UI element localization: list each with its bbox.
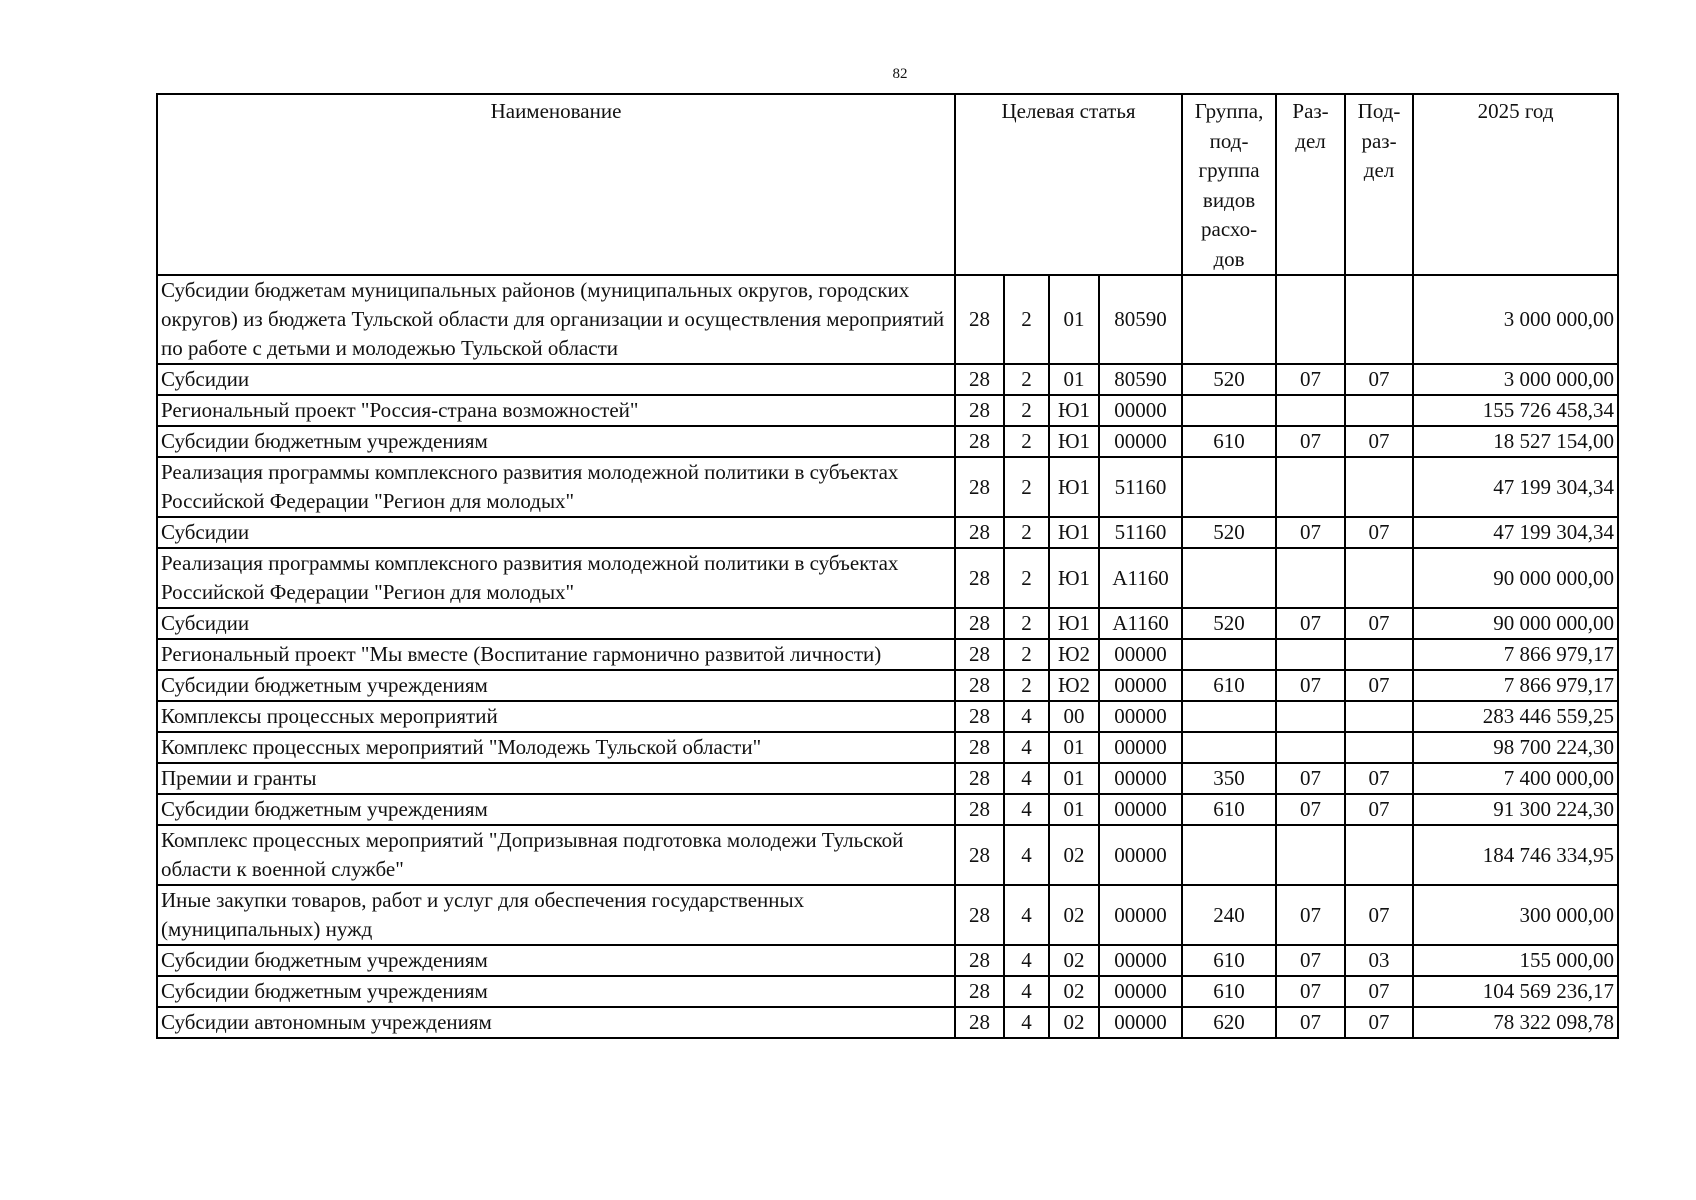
cell-project: Ю2 (1049, 639, 1099, 670)
table-row (157, 608, 1618, 639)
cell-direction: 00000 (1099, 763, 1182, 794)
cell-direction: 00000 (1099, 1007, 1182, 1038)
cell-name: Региональный проект "Россия-страна возможностей" (157, 395, 955, 426)
cell-amount: 155 726 458,34 (1413, 395, 1618, 426)
cell-name: Субсидии бюджетным учреждениям (157, 426, 955, 457)
cell-section: 07 (1276, 976, 1345, 1007)
cell-subprogram: 2 (1004, 457, 1049, 517)
header-subsection: Под- раз- дел (1345, 94, 1413, 275)
cell-direction: 00000 (1099, 945, 1182, 976)
cell-subsection: 07 (1345, 885, 1413, 945)
cell-subprogram: 4 (1004, 732, 1049, 763)
table-row (157, 670, 1618, 701)
cell-name: Региональный проект "Мы вместе (Воспитание гармонично развитой личности) (157, 639, 955, 670)
cell-subprogram: 4 (1004, 885, 1049, 945)
cell-subsection: 07 (1345, 976, 1413, 1007)
cell-subsection: 07 (1345, 794, 1413, 825)
cell-section: 07 (1276, 426, 1345, 457)
cell-subsection: 07 (1345, 608, 1413, 639)
table-row (157, 364, 1618, 395)
cell-direction: 00000 (1099, 395, 1182, 426)
cell-project: Ю1 (1049, 457, 1099, 517)
cell-amount: 18 527 154,00 (1413, 426, 1618, 457)
cell-direction: 00000 (1099, 885, 1182, 945)
cell-expense-group: 610 (1182, 426, 1276, 457)
table-row (157, 517, 1618, 548)
cell-name: Комплекс процессных мероприятий "Допризывная подготовка молодежи Тульской области к военной службе" (157, 825, 955, 885)
cell-section (1276, 548, 1345, 608)
cell-subprogram: 4 (1004, 701, 1049, 732)
cell-expense-group: 620 (1182, 1007, 1276, 1038)
cell-direction: A1160 (1099, 608, 1182, 639)
cell-expense-group: 350 (1182, 763, 1276, 794)
cell-amount: 7 866 979,17 (1413, 670, 1618, 701)
table-row (157, 639, 1618, 670)
cell-amount: 155 000,00 (1413, 945, 1618, 976)
cell-section (1276, 825, 1345, 885)
header-section: Раз- дел (1276, 94, 1345, 275)
cell-subsection (1345, 825, 1413, 885)
cell-subprogram: 4 (1004, 763, 1049, 794)
cell-subsection (1345, 275, 1413, 364)
cell-program: 28 (955, 976, 1004, 1007)
cell-program: 28 (955, 794, 1004, 825)
cell-subprogram: 2 (1004, 426, 1049, 457)
table-row (157, 457, 1618, 517)
cell-subprogram: 2 (1004, 548, 1049, 608)
cell-project: 01 (1049, 732, 1099, 763)
cell-expense-group (1182, 639, 1276, 670)
cell-section: 07 (1276, 1007, 1345, 1038)
table-row (157, 732, 1618, 763)
cell-section (1276, 395, 1345, 426)
cell-project: Ю2 (1049, 670, 1099, 701)
table-row (157, 794, 1618, 825)
cell-name: Субсидии (157, 364, 955, 395)
cell-subsection: 07 (1345, 763, 1413, 794)
cell-program: 28 (955, 1007, 1004, 1038)
cell-amount: 3 000 000,00 (1413, 275, 1618, 364)
cell-subsection (1345, 732, 1413, 763)
cell-direction: 00000 (1099, 825, 1182, 885)
cell-amount: 283 446 559,25 (1413, 701, 1618, 732)
cell-direction: 51160 (1099, 457, 1182, 517)
cell-amount: 104 569 236,17 (1413, 976, 1618, 1007)
cell-name: Субсидии (157, 517, 955, 548)
cell-subprogram: 2 (1004, 639, 1049, 670)
cell-name: Субсидии бюджетным учреждениям (157, 945, 955, 976)
cell-section: 07 (1276, 885, 1345, 945)
cell-subprogram: 4 (1004, 1007, 1049, 1038)
cell-expense-group: 520 (1182, 364, 1276, 395)
cell-expense-group: 610 (1182, 976, 1276, 1007)
cell-name: Премии и гранты (157, 763, 955, 794)
cell-section: 07 (1276, 517, 1345, 548)
cell-subprogram: 2 (1004, 670, 1049, 701)
cell-direction: 00000 (1099, 976, 1182, 1007)
cell-amount: 91 300 224,30 (1413, 794, 1618, 825)
cell-expense-group (1182, 395, 1276, 426)
cell-subprogram: 4 (1004, 794, 1049, 825)
cell-project: 01 (1049, 794, 1099, 825)
cell-subsection (1345, 457, 1413, 517)
cell-name: Субсидии бюджетным учреждениям (157, 976, 955, 1007)
cell-amount: 90 000 000,00 (1413, 608, 1618, 639)
cell-amount: 300 000,00 (1413, 885, 1618, 945)
table-row (157, 885, 1618, 945)
cell-name: Субсидии (157, 608, 955, 639)
cell-direction: A1160 (1099, 548, 1182, 608)
cell-section (1276, 639, 1345, 670)
cell-expense-group (1182, 732, 1276, 763)
cell-expense-group (1182, 548, 1276, 608)
cell-program: 28 (955, 275, 1004, 364)
cell-expense-group: 610 (1182, 945, 1276, 976)
cell-program: 28 (955, 548, 1004, 608)
cell-section (1276, 701, 1345, 732)
cell-amount: 47 199 304,34 (1413, 457, 1618, 517)
header-year: 2025 год (1413, 94, 1618, 275)
cell-amount: 47 199 304,34 (1413, 517, 1618, 548)
cell-subprogram: 4 (1004, 945, 1049, 976)
cell-project: 02 (1049, 945, 1099, 976)
cell-program: 28 (955, 670, 1004, 701)
cell-project: Ю1 (1049, 426, 1099, 457)
cell-name: Субсидии бюджетным учреждениям (157, 794, 955, 825)
cell-direction: 80590 (1099, 275, 1182, 364)
cell-program: 28 (955, 732, 1004, 763)
table-row (157, 426, 1618, 457)
cell-project: 02 (1049, 976, 1099, 1007)
cell-subprogram: 2 (1004, 608, 1049, 639)
cell-subprogram: 4 (1004, 825, 1049, 885)
cell-project: Ю1 (1049, 395, 1099, 426)
cell-subprogram: 2 (1004, 364, 1049, 395)
cell-subsection: 07 (1345, 364, 1413, 395)
cell-program: 28 (955, 395, 1004, 426)
budget-table (156, 93, 1619, 1039)
cell-program: 28 (955, 885, 1004, 945)
table-row (157, 763, 1618, 794)
cell-section: 07 (1276, 945, 1345, 976)
cell-name: Реализация программы комплексного развития молодежной политики в субъектах Российской Федерации "Регион для молодых" (157, 548, 955, 608)
cell-subprogram: 2 (1004, 517, 1049, 548)
cell-name: Иные закупки товаров, работ и услуг для обеспечения государственных (муниципальных) нужд (157, 885, 955, 945)
cell-direction: 00000 (1099, 794, 1182, 825)
cell-program: 28 (955, 701, 1004, 732)
cell-subsection: 03 (1345, 945, 1413, 976)
cell-expense-group: 520 (1182, 608, 1276, 639)
cell-program: 28 (955, 639, 1004, 670)
cell-subsection: 07 (1345, 670, 1413, 701)
table-row (157, 701, 1618, 732)
cell-subprogram: 2 (1004, 395, 1049, 426)
cell-direction: 80590 (1099, 364, 1182, 395)
cell-subsection: 07 (1345, 1007, 1413, 1038)
cell-direction: 00000 (1099, 670, 1182, 701)
table-row (157, 395, 1618, 426)
cell-name: Субсидии автономным учреждениям (157, 1007, 955, 1038)
cell-name: Субсидии бюджетам муниципальных районов (муниципальных округов, городских округов) из бюджета Тульской области для организации и осуществления мероприятий по работе с детьми и молодежью Тульской области (157, 275, 955, 364)
cell-program: 28 (955, 426, 1004, 457)
cell-project: 00 (1049, 701, 1099, 732)
table-body (157, 275, 1618, 1038)
cell-expense-group (1182, 275, 1276, 364)
cell-direction: 00000 (1099, 639, 1182, 670)
cell-amount: 3 000 000,00 (1413, 364, 1618, 395)
cell-name: Комплексы процессных мероприятий (157, 701, 955, 732)
cell-subsection (1345, 639, 1413, 670)
cell-program: 28 (955, 825, 1004, 885)
cell-direction: 00000 (1099, 426, 1182, 457)
cell-expense-group (1182, 457, 1276, 517)
cell-project: 01 (1049, 364, 1099, 395)
cell-direction: 51160 (1099, 517, 1182, 548)
cell-project: Ю1 (1049, 517, 1099, 548)
cell-section: 07 (1276, 608, 1345, 639)
cell-program: 28 (955, 457, 1004, 517)
cell-amount: 7 866 979,17 (1413, 639, 1618, 670)
cell-subsection: 07 (1345, 517, 1413, 548)
cell-amount: 90 000 000,00 (1413, 548, 1618, 608)
cell-section: 07 (1276, 794, 1345, 825)
cell-section (1276, 732, 1345, 763)
cell-subprogram: 4 (1004, 976, 1049, 1007)
cell-program: 28 (955, 517, 1004, 548)
cell-amount: 98 700 224,30 (1413, 732, 1618, 763)
cell-program: 28 (955, 763, 1004, 794)
cell-expense-group (1182, 701, 1276, 732)
cell-section: 07 (1276, 670, 1345, 701)
table-row (157, 548, 1618, 608)
cell-name: Субсидии бюджетным учреждениям (157, 670, 955, 701)
cell-name: Комплекс процессных мероприятий "Молодежь Тульской области" (157, 732, 955, 763)
cell-program: 28 (955, 608, 1004, 639)
cell-subprogram: 2 (1004, 275, 1049, 364)
cell-subsection (1345, 701, 1413, 732)
cell-section: 07 (1276, 364, 1345, 395)
cell-expense-group: 610 (1182, 670, 1276, 701)
table-row (157, 976, 1618, 1007)
cell-expense-group: 240 (1182, 885, 1276, 945)
cell-section (1276, 457, 1345, 517)
cell-amount: 184 746 334,95 (1413, 825, 1618, 885)
cell-project: 01 (1049, 763, 1099, 794)
table-row (157, 1007, 1618, 1038)
cell-amount: 78 322 098,78 (1413, 1007, 1618, 1038)
cell-name: Реализация программы комплексного развития молодежной политики в субъектах Российской Федерации "Регион для молодых" (157, 457, 955, 517)
cell-amount: 7 400 000,00 (1413, 763, 1618, 794)
cell-project: Ю1 (1049, 608, 1099, 639)
cell-expense-group: 610 (1182, 794, 1276, 825)
table-row (157, 945, 1618, 976)
cell-project: 02 (1049, 1007, 1099, 1038)
cell-subsection (1345, 548, 1413, 608)
table-row (157, 825, 1618, 885)
cell-project: 01 (1049, 275, 1099, 364)
cell-direction: 00000 (1099, 701, 1182, 732)
cell-program: 28 (955, 945, 1004, 976)
header-expense-group: Группа, под- группа видов расхо- дов (1182, 94, 1276, 275)
cell-project: 02 (1049, 885, 1099, 945)
header-target-article: Целевая статья (955, 94, 1182, 275)
cell-subsection: 07 (1345, 426, 1413, 457)
cell-subsection (1345, 395, 1413, 426)
cell-program: 28 (955, 364, 1004, 395)
page-number: 82 (892, 66, 908, 82)
cell-project: Ю1 (1049, 548, 1099, 608)
cell-section (1276, 275, 1345, 364)
cell-expense-group (1182, 825, 1276, 885)
cell-project: 02 (1049, 825, 1099, 885)
header-name: Наименование (157, 94, 955, 275)
table-row (157, 275, 1618, 364)
cell-expense-group: 520 (1182, 517, 1276, 548)
table-header-row (157, 94, 1618, 275)
cell-direction: 00000 (1099, 732, 1182, 763)
cell-section: 07 (1276, 763, 1345, 794)
